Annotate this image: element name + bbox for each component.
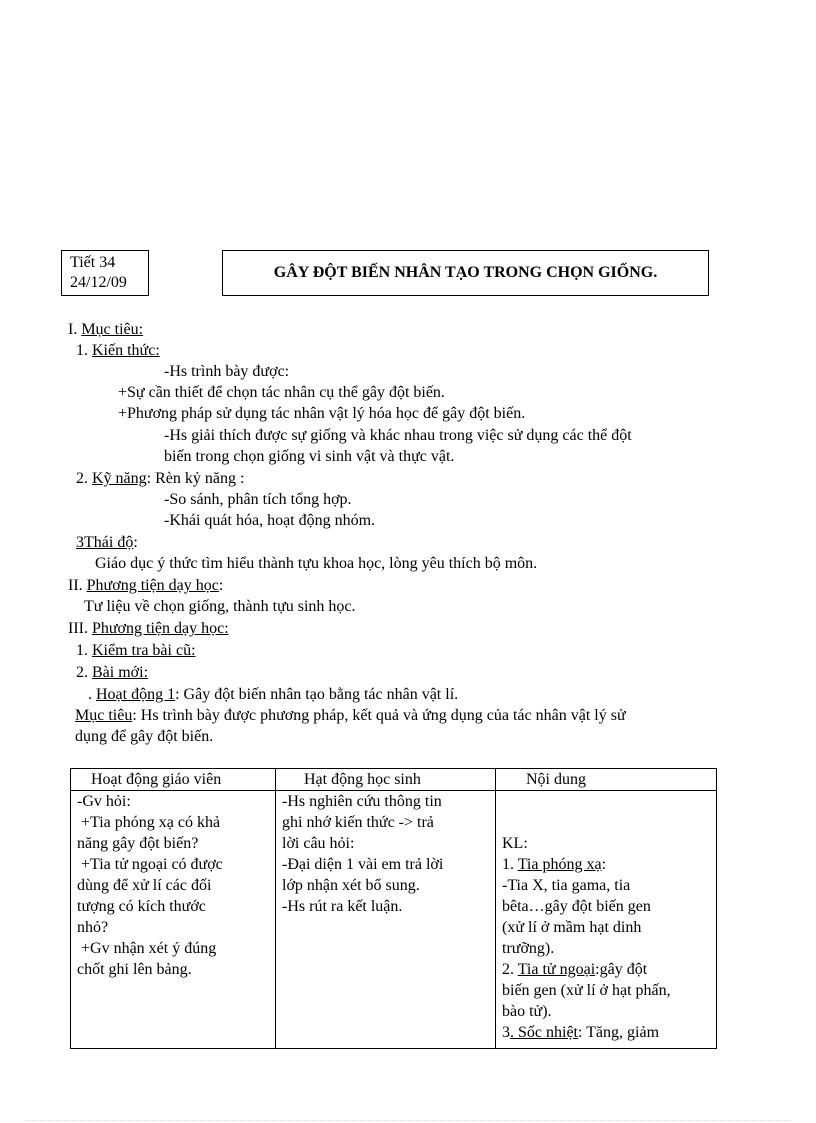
old-lesson-check: 1. Kiểm tra bài cũ: xyxy=(76,642,196,659)
section-1-heading: I. Mục tiêu: xyxy=(68,321,144,338)
lesson-date: 24/12/09 xyxy=(70,274,127,291)
attitude-heading: 3Thái độ: xyxy=(76,534,138,551)
content-point-3: 3. Sốc nhiệt: Tăng, giảm xyxy=(502,1024,660,1041)
student-line: lớp nhận xét bổ sung. xyxy=(282,877,420,894)
header-teacher: Hoạt động giáo viên xyxy=(71,769,276,791)
knowledge-line: -Hs giải thích được sự giống và khác nhau trong việc sử dụng các thể đột xyxy=(164,427,632,444)
lesson-number: Tiết 34 xyxy=(70,254,116,271)
page-footer-divider xyxy=(25,1120,791,1121)
teacher-line: chốt ghi lên bảng. xyxy=(77,961,192,978)
goal-line-2: dụng để gây đột biến. xyxy=(75,728,214,745)
content-point-2: 2. Tia tử ngoại:gây đột xyxy=(502,961,648,978)
section-2-line: Tư liệu về chọn giống, thành tựu sinh học. xyxy=(84,598,356,615)
header-content: Nội dung xyxy=(496,769,717,791)
student-line: ghi nhớ kiến thức -> trả xyxy=(282,814,434,831)
teacher-line: năng gây đột biến? xyxy=(77,835,199,852)
student-line: lời câu hỏi: xyxy=(282,835,355,852)
content-line: trưỡng). xyxy=(502,940,555,957)
knowledge-heading: 1. Kiến thức: xyxy=(76,342,160,359)
student-line: -Hs rút ra kết luận. xyxy=(282,898,403,915)
page-title: GÂY ĐỘT BIẾN NHÂN TẠO TRONG CHỌN GIỐNG. xyxy=(222,250,709,296)
student-cell xyxy=(276,791,496,1049)
table-row xyxy=(71,791,717,1049)
content-line: (xử lí ở mầm hạt dinh xyxy=(502,919,642,936)
knowledge-line: biến trong chọn giống vi sinh vật và thực vật. xyxy=(164,448,455,465)
knowledge-line: -Hs trình bày được: xyxy=(164,363,290,380)
teacher-line: dùng để xử lí các đối xyxy=(77,877,212,894)
activity-table xyxy=(70,768,717,1049)
content-line: -Tia X, tia gama, tia xyxy=(502,877,631,894)
knowledge-line: +Sự cần thiết để chọn tác nhân cụ thể gây đột biến. xyxy=(118,384,445,401)
conclusion-label: KL: xyxy=(502,835,528,852)
teacher-line: +Gv nhận xét ý đúng xyxy=(81,940,217,957)
content-line: bào tử). xyxy=(502,1003,552,1020)
teacher-line: -Gv hỏi: xyxy=(77,793,131,810)
lesson-box xyxy=(61,250,149,296)
content-line: biến gen (xử lí ở hạt phấn, xyxy=(502,982,671,999)
student-line: -Đại diện 1 vài em trả lời xyxy=(282,856,444,873)
header-student: Hạt động học sinh xyxy=(276,769,496,791)
student-line: -Hs nghiên cứu thông tin xyxy=(282,793,442,810)
section-2-heading: II. Phương tiện dạy học: xyxy=(68,577,224,594)
skills-line: -So sánh, phân tích tổng hợp. xyxy=(164,491,352,508)
activity-1-heading: . Hoạt động 1: Gây đột biến nhân tạo bằng tác nhân vật lí. xyxy=(88,686,459,703)
table-header-row xyxy=(71,769,717,791)
teacher-cell xyxy=(71,791,276,1049)
teacher-line: +Tia phóng xạ có khả xyxy=(81,814,221,831)
goal-line: Mục tiêu: Hs trình bày được phương pháp, kết quả và ứng dụng của tác nhân vật lý sử xyxy=(75,707,626,724)
teacher-line: nhỏ? xyxy=(77,919,109,936)
skills-line: -Khái quát hóa, hoạt động nhóm. xyxy=(164,512,376,529)
content-line: bêta…gây đột biến gen xyxy=(502,898,651,915)
attitude-line: Giáo dục ý thức tìm hiểu thành tựu khoa học, lòng yêu thích bộ môn. xyxy=(95,555,538,572)
new-lesson: 2. Bài mới: xyxy=(76,664,149,681)
skills-heading: 2. Kỹ năng: Rèn kỷ năng : xyxy=(76,470,245,487)
content-cell xyxy=(496,791,717,1049)
teacher-line: +Tia tử ngoại có được xyxy=(81,856,223,873)
knowledge-line: +Phương pháp sử dụng tác nhân vật lý hóa học để gây đột biến. xyxy=(118,405,526,422)
teacher-line: tượng có kích thước xyxy=(77,898,206,915)
content-point-1: 1. Tia phóng xạ: xyxy=(502,856,607,873)
section-3-heading: III. Phương tiện dạy học: xyxy=(68,620,229,637)
